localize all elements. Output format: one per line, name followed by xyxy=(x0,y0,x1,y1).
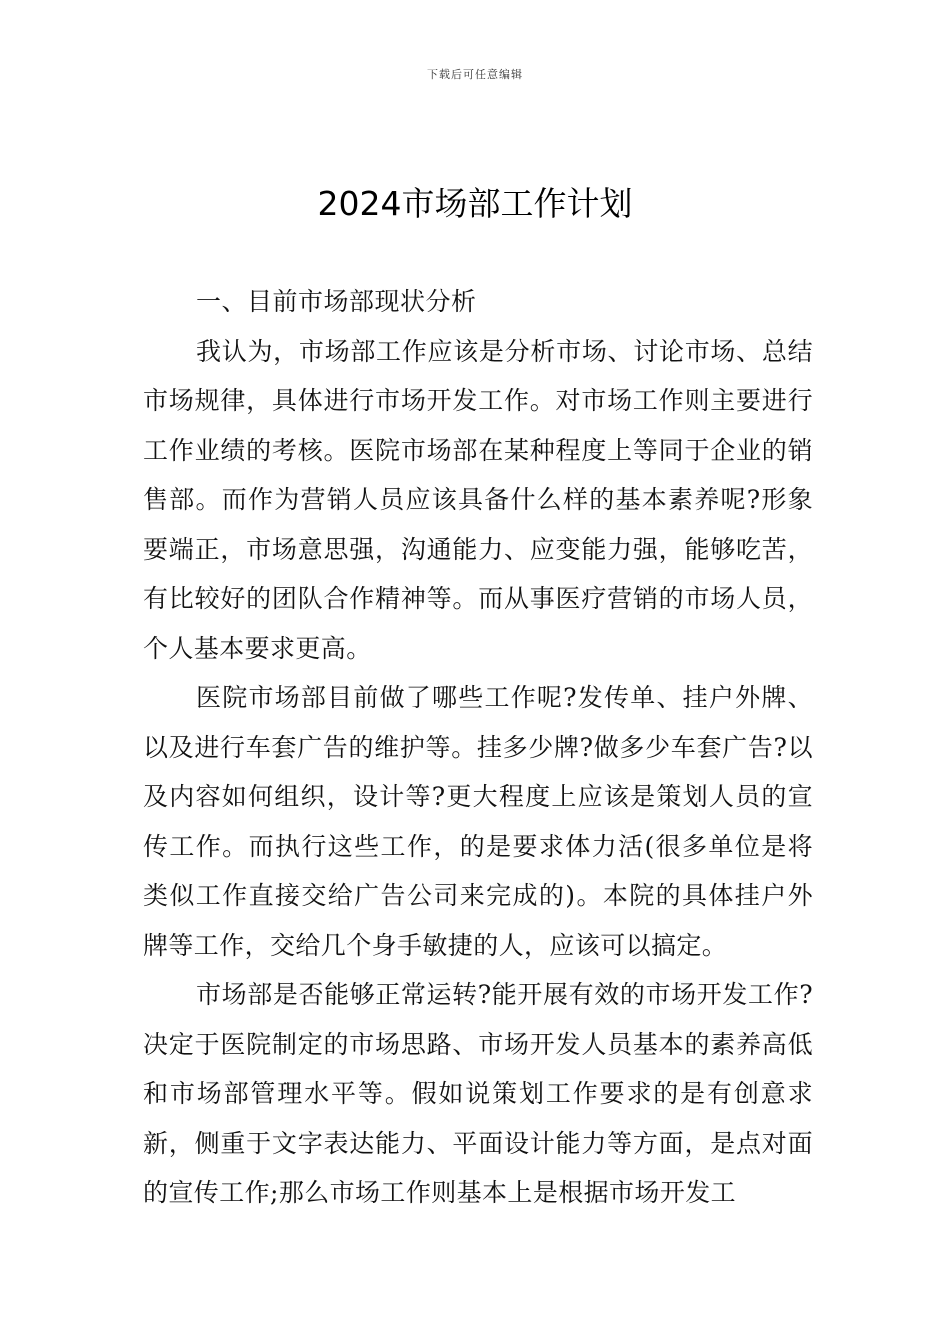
header-note: 下载后可任意编辑 xyxy=(427,68,523,81)
paragraph-2: 医院市场部目前做了哪些工作呢?发传单、挂户外牌、以及进行车套广告的维护等。挂多少牌?做多少车套广告?以及内容如何组织，设计等?更大程度上应该是策划人员的宣传工作。而执行这些工作，的是要求体力活(很多单位是将类似工作直接交给广告公司来完成的)。本院的具体挂户外牌等工作，交给几个身手敏捷的人，应该可以搞定。 xyxy=(143,683,813,960)
document-title: 2024市场部工作计划 xyxy=(317,184,633,223)
paragraph-1: 我认为，市场部工作应该是分析市场、讨论市场、总结市场规律，具体进行市场开发工作。对市场工作则主要进行工作业绩的考核。医院市场部在某种程度上等同于企业的销售部。而作为营销人员应该具备什么样的基本素养呢?形象要端正，市场意思强，沟通能力、应变能力强，能够吃苦，有比较好的团队合作精神等。而从事医疗营销的市场人员，个人基本要求更高。 xyxy=(143,336,813,663)
section-heading: 一、目前市场部现状分析 xyxy=(196,287,477,316)
document-body xyxy=(143,277,813,1218)
paragraph-3: 市场部是否能够正常运转?能开展有效的市场开发工作?决定于医院制定的市场思路、市场开发人员基本的素养高低和市场部管理水平等。假如说策划工作要求的是有创意求新，侧重于文字表达能力、平面设计能力等方面，是点对面的宣传工作;那么市场工作则基本上是根据市场开发工 xyxy=(143,980,813,1207)
